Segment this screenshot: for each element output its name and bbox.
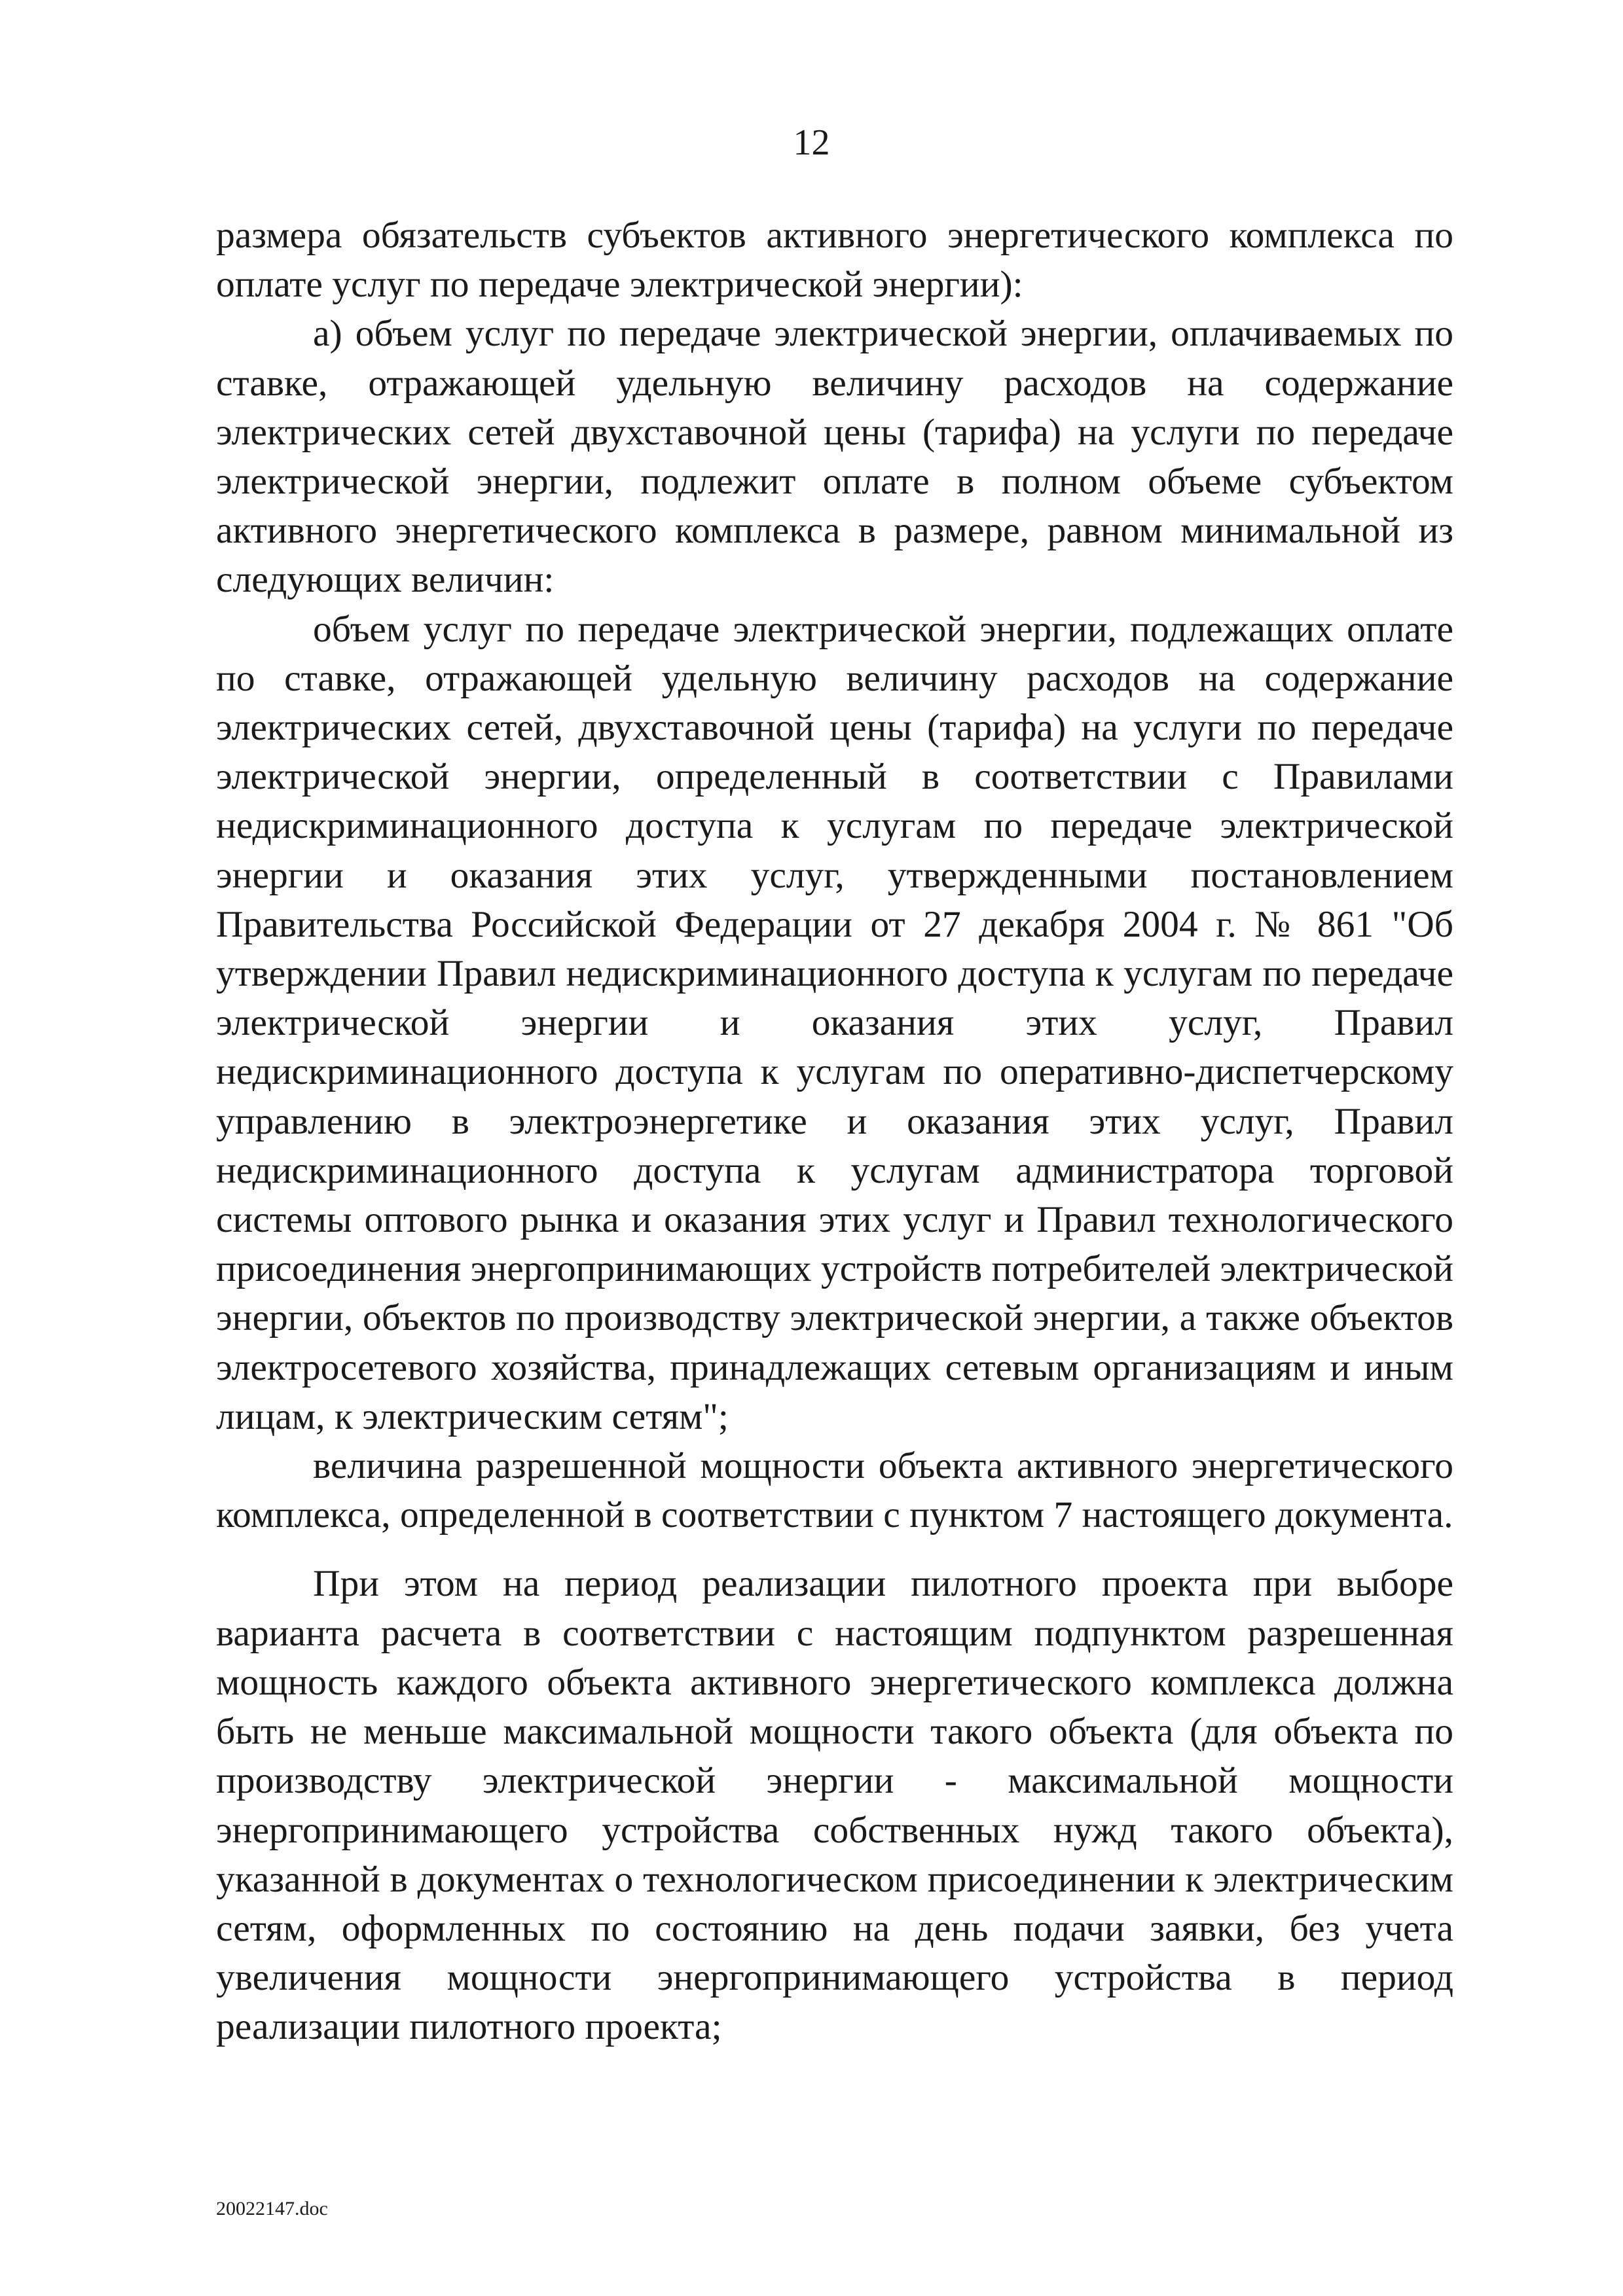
paragraph-subitem-a: а) объем услуг по передаче электрической энергии, оплачиваемых по ставке, отражающей удельную величину расходов на содержание электрических сетей двухставочной цены (тарифа) на услуги по передаче электрической энергии, подлежит оплате в полном объеме субъектом активного энергетического комплекса в размере, равном минимальной из следующих величин: [216,313,1453,601]
page-number: 12 [793,122,830,163]
footer-document-filename: 20022147.doc [216,2198,328,2219]
paragraph-volume-of-services: объем услуг по передаче электрической энергии, подлежащих оплате по ставке, отражающей удельную величину расходов на содержание электрических сетей, двухставочной цены (тарифа) на услуги по передаче электрической энергии, определенный в соответствии с Правилами недискриминационного доступа к услугам по передаче электрической энергии и оказания этих услуг, утвержденными постановлением Правительства Российской Федерации от 27 декабря 2004 г. № 861 "Об утверждении Правил недискриминационного доступа к услугам по передаче электрической энергии и оказания этих услуг, Правил недискриминационного доступа к услугам по оперативно-диспетчерскому управлению в электроэнергетике и оказания этих услуг, Правил недискриминационного доступа к услугам администратора торговой системы оптового рынка и оказания этих услуг и Правил технологического присоединения энергопринимающих устройств потребителей электрической энергии, объектов по производству электрической энергии, а также объектов электросетевого хозяйства, принадлежащих сетевым организациям и иным лицам, к электрическим сетям"; [216,608,1453,1437]
document-body [216,211,1453,2052]
paragraph-continuation: размера обязательств субъектов активного энергетического комплекса по оплате услуг по передаче электрической энергии): [216,215,1453,306]
paragraph-permitted-capacity: величина разрешенной мощности объекта активного энергетического комплекса, определенной в соответствии с пунктом 7 настоящего документа. [216,1445,1453,1536]
paragraph-pilot-project: При этом на период реализации пилотного проекта при выборе варианта расчета в соответствии с настоящим подпунктом разрешенная мощность каждого объекта активного энергетического комплекса должна быть не меньше максимальной мощности такого объекта (для объекта по производству электрической энергии - максимальной мощности энергопринимающего устройства собственных нужд такого объекта), указанной в документах о технологическом присоединении к электрическим сетям, оформленных по состоянию на день подачи заявки, без учета увеличения мощности энергопринимающего устройства в период реализации пилотного проекта; [216,1563,1453,2048]
